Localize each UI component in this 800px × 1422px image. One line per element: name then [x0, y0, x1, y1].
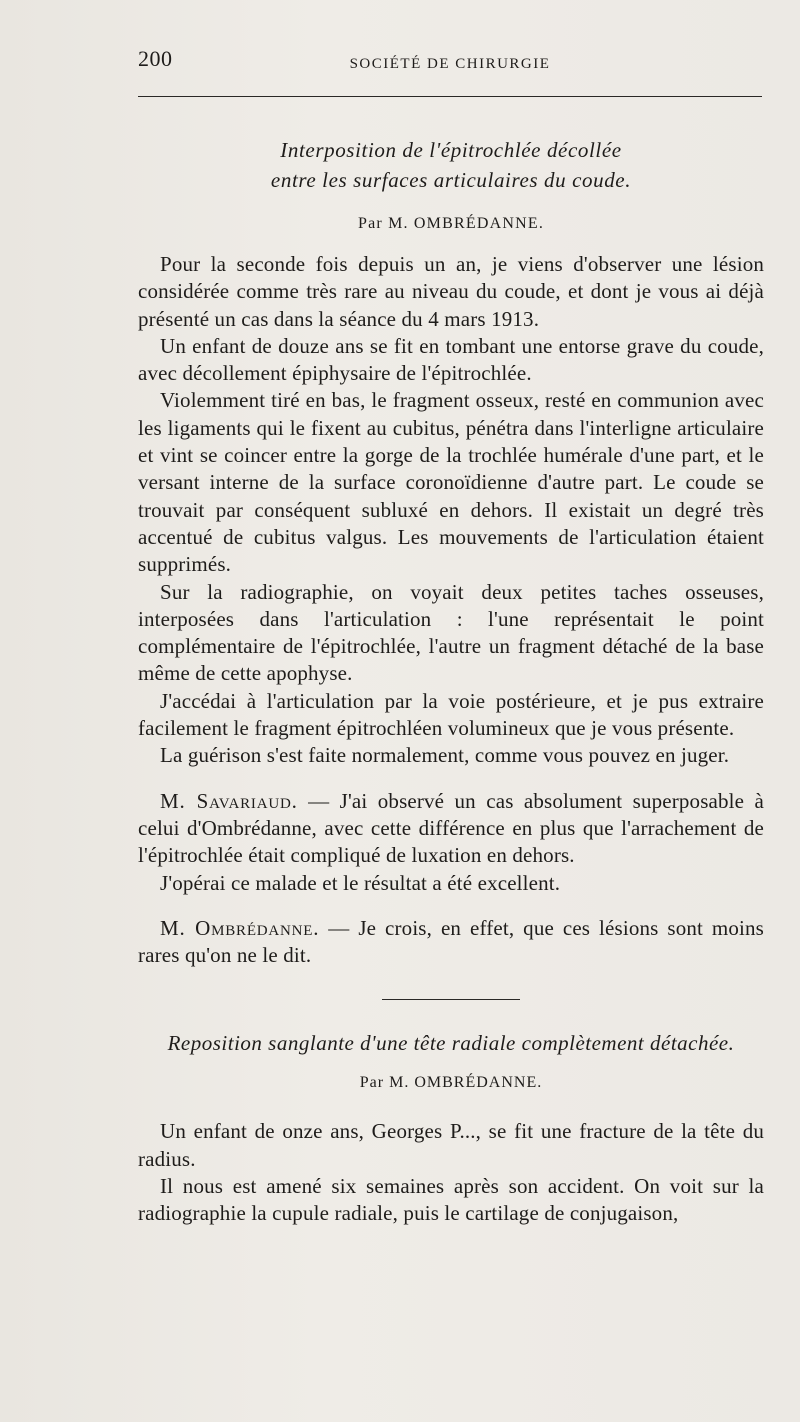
paragraph: Un enfant de onze ans, Georges P..., se fit une fracture de la tête du radius.	[138, 1119, 764, 1171]
article-title-line-2: entre les surfaces articulaires du coude.	[270, 168, 632, 192]
ombredanne-remark	[138, 915, 764, 970]
paragraph: La guérison s'est faite normalement, comme vous pouvez en juger.	[160, 743, 730, 768]
article-interposition	[138, 135, 764, 770]
discussion	[138, 788, 764, 970]
paragraph: J'opérai ce malade et le résultat a été excellent.	[160, 870, 561, 895]
speaker-name: M. Ombrédanne.	[160, 915, 320, 940]
page-number: 200	[138, 46, 173, 71]
article-title	[138, 135, 764, 195]
article-byline: Par M. OMBRÉDANNE.	[359, 1074, 543, 1092]
paragraph: Il nous est amené six semaines après son accident. On voit sur la radiographie la cupule radiale, puis le cartilage de conjugaison,	[138, 1174, 764, 1226]
header-rule	[138, 96, 762, 97]
remark-text: — J'ai observé un cas absolument superposable à celui d'Ombrédanne, avec cette différence en plus que l'arrachement de l'épitrochlée était compliqué de luxation en dehors.	[138, 788, 764, 868]
paragraph: J'accédai à l'articulation par la voie postérieure, et je pus extraire facilement le fragment épitrochléen volumineux que je vous présente.	[138, 688, 764, 741]
page-header	[138, 46, 762, 86]
article-reposition	[138, 1028, 764, 1227]
running-head: SOCIÉTÉ DE CHIRURGIE	[349, 56, 551, 72]
article-title-line-1: Interposition de l'épitrochlée décollée	[280, 138, 622, 162]
paragraph: Sur la radiographie, on voyait deux petites taches osseuses, interposées dans l'articulation : l'une représentait le point complémentaire de l'épitrochlée, l'autre un fragment détaché de la base même de cette apophyse.	[138, 579, 764, 686]
paragraph: Violemment tiré en bas, le fragment osseux, resté en communion avec les ligaments qui le fixent au cubitus, pénétra dans l'interligne articulaire et vint se coincer entre la gorge de la trochlée humérale d'une part, et le versant interne de la surface coronoïdienne d'autre part. Le coude se trouvait par conséquent subluxé en dehors. Il existait un degré très accentué de cubitus valgus. Les mouvements de l'articulation étaient supprimés.	[138, 388, 764, 577]
article-title: Reposition sanglante d'une tête radiale complètement détachée.	[167, 1031, 735, 1056]
page-content	[138, 135, 764, 1228]
paragraph: Pour la seconde fois depuis un an, je viens d'observer une lésion considérée comme très rare au niveau du coude, et dont je vous ai déjà présenté un cas dans la séance du 4 mars 1913.	[138, 252, 764, 331]
section-divider	[382, 999, 520, 1000]
article-byline: Par M. OMBRÉDANNE.	[357, 215, 545, 232]
speaker-name: M. Savariaud.	[160, 788, 298, 813]
remark-text: — Je crois, en effet, que ces lésions sont moins rares qu'on ne le dit.	[138, 915, 764, 968]
savariaud-remark	[138, 788, 764, 870]
paragraph: Un enfant de douze ans se fit en tombant une entorse grave du coude, avec décollement épiphysaire de l'épitrochlée.	[138, 333, 764, 386]
